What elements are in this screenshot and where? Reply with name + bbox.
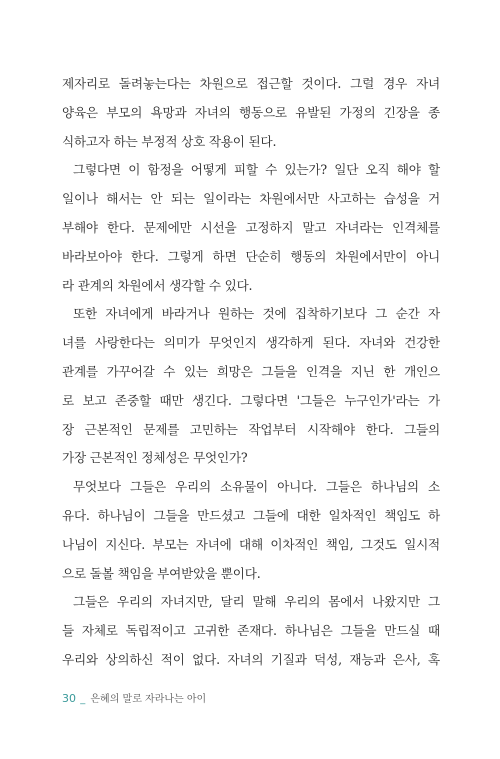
footer-separator: _ [80,694,86,705]
text-line: 부해야 한다. 문제에만 시선을 고정하지 말고 자녀라는 인격체를 [62,219,440,235]
page-footer [62,691,206,707]
text-line: 장 근본적인 문제를 고민하는 작업부터 시작해야 한다. 그들의 [62,421,440,437]
running-title: 은혜의 말로 자라나는 아이 [90,694,207,705]
text-line: 그들은 우리의 자녀지만, 달리 말해 우리의 몸에서 나왔지만 그 [73,594,440,610]
body-text [62,70,440,675]
text-line: 관계를 가꾸어갈 수 있는 희망은 그들을 인격을 지닌 한 개인으 [62,363,440,379]
text-line: 들 자체로 독립적이고 고귀한 존재다. 하나님은 그들을 만드실 때 [62,623,440,639]
page-number: 30 [62,692,76,705]
text-line: 또한 자녀에게 바라거나 원하는 것에 집착하기보다 그 순간 자 [73,306,440,322]
text-line: 유다. 하나님이 그들을 만드셨고 그들에 대한 일차적인 책임도 하 [62,507,440,523]
text-line: 라 관계의 차원에서 생각할 수 있다. [62,277,253,293]
text-line: 양육은 부모의 욕망과 자녀의 행동으로 유발된 가정의 긴장을 종 [62,104,440,120]
text-line: 그렇다면 이 함정을 어떻게 피할 수 있는가? 일단 오직 해야 할 [73,162,440,178]
text-line: 제자리로 돌려놓는다는 차원으로 접근할 것이다. 그럴 경우 자녀 [62,76,440,91]
text-line: 로 보고 존중할 때만 생긴다. 그렇다면 '그들은 누구인가'라는 가 [62,392,440,408]
text-line: 식하고자 하는 부정적 상호 작용이 된다. [62,133,277,149]
text-line: 일이나 해서는 안 되는 일이라는 차원에서만 사고하는 습성을 거 [62,191,440,207]
text-line: 으로 돌볼 책임을 부여받았을 뿐이다. [62,565,261,581]
text-line: 무엇보다 그들은 우리의 소유물이 아니다. 그들은 하나님의 소 [73,479,440,495]
text-line: 가장 근본적인 정체성은 무엇인가? [62,450,248,466]
text-line: 우리와 상의하신 적이 없다. 자녀의 기질과 덕성, 재능과 은사, 혹 [62,651,440,667]
text-line: 녀를 사랑한다는 의미가 무엇인지 생각하게 된다. 자녀와 건강한 [62,335,440,351]
text-line: 나님이 지신다. 부모는 자녀에 대해 이차적인 책임, 그것도 일시적 [62,536,440,552]
text-line: 바라보아야 한다. 그렇게 하면 단순히 행동의 차원에서만이 아니 [62,248,440,264]
